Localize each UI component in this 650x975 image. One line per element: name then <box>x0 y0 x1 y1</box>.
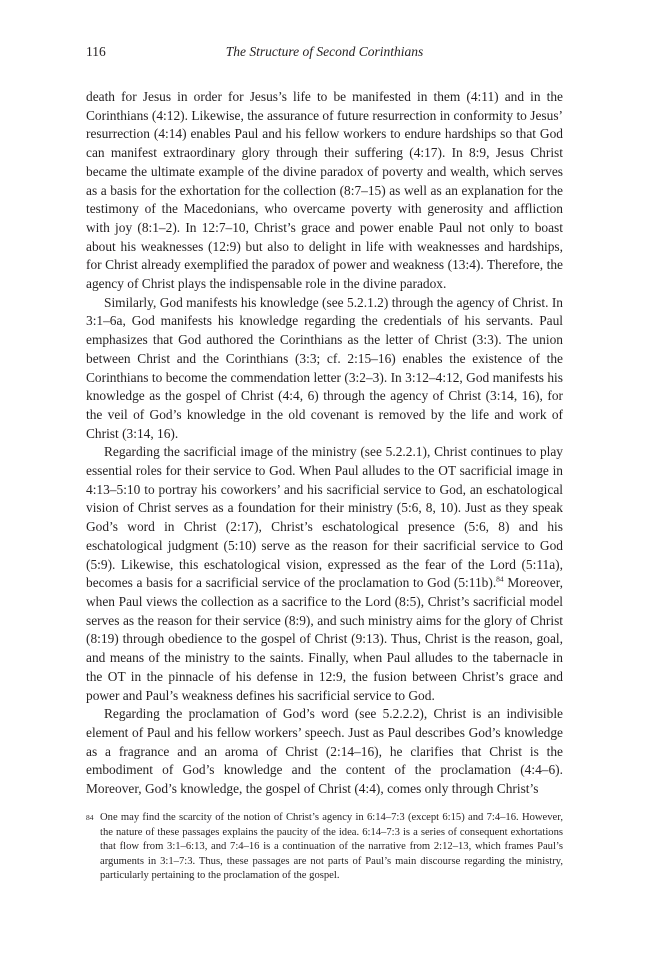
footnote-text: One may find the scarcity of the notion of Christ’s agency in 6:14–7:3 (except 6:15) and 7:4–16. However, the nature of these passages explains the paucity of the idea. 6:14–7:3 is a series of consequent exhortations that flow from 3:1–6:13, and 7:4–16 is a continuation of the narrative from 2:12–13, which frames Paul’s arguments in 3:1–7:3. Thus, these passages are not parts of Paul’s main discourse regarding the ministry, particularly pertaining to the proclamation of the gospel. <box>100 812 563 882</box>
body-text <box>86 88 563 799</box>
paragraph-with-footnote <box>86 443 563 705</box>
footnote-number: 84 <box>86 813 94 822</box>
paragraph-text-after-note: Moreover, when Paul views the collection as a sacrifice to the Lord (8:5), Christ’s sacrificial model serves as the reason for their service (8:9), and such ministry aims for the glory of Christ (8:19) through obedience to the gospel of Christ (9:13). Thus, Christ is the reason, goal, and means of the ministry to the saints. Finally, when Paul alludes to the tabernacle in the OT in the pinnacle of his defense in 12:9, the fusion between Christ’s grace and power and Paul’s weakness defines his sacrificial service to God. <box>86 575 563 703</box>
running-title: The Structure of Second Corinthians <box>225 44 424 59</box>
paragraph-continued: death for Jesus in order for Jesus’s life to be manifested in them (4:11) and in the Corinthians (4:12). Likewise, the assurance of future resurrection in conformity to Jesus’ resurrection (4:14) enables Paul and his fellow workers to endure hardships so that God can manifest extraordinary glory through their suffering (4:17). In 8:9, Jesus Christ became the ultimate example of the divine paradox of poverty and wealth, which serves as a basis for the exhortation for the collection (8:7–15) as well as an explanation for the testimony of the Macedonians, who overcame poverty with generosity and affliction with joy (8:1–2). In 12:7–10, Christ’s grace and power enable Paul not only to boast about his weaknesses (12:9) but also to delight in life with weaknesses and hardships, for Christ already exemplified the paradox of power and weakness (13:4). Therefore, the agency of Christ plays the indispensable role in the divine paradox. <box>86 89 563 292</box>
footnotes <box>86 811 563 884</box>
page-number: 116 <box>86 44 106 59</box>
footnote-reference[interactable]: 84 <box>496 574 504 584</box>
footnote <box>86 811 563 884</box>
book-page <box>86 44 563 799</box>
paragraph: Regarding the proclamation of God’s word (see 5.2.2.2), Christ is an indivisible element of Paul and his fellow workers’ speech. Just as Paul describes God’s knowledge as a fragrance and an aroma of Christ (2:14–16), he clarifies that Christ is the embodiment of God’s knowledge and the content of the proclamation (4:4–6). Moreover, God’s knowledge, the gospel of Christ (4:4), comes only through Christ’s <box>86 706 563 797</box>
paragraph-text-before-note: Regarding the sacrificial image of the ministry (see 5.2.2.1), Christ continues to play essential roles for their service to God. When Paul alludes to the OT sacrificial image in 4:13–5:10 to portray his coworkers’ and his sacrificial service to God, an eschatological vision of Christ serves as a foundation for their ministry (5:6, 8, 10). Just as they speak God’s word in Christ (2:17), Christ’s eschatological presence (5:6, 8) and his eschatological judgment (5:10) serve as the reason for their sacrificial service to God (5:9). Likewise, this eschatological vision, expressed as the fear of the Lord (5:11a), becomes a basis for a sacrificial service of the proclamation to God (5:11b). <box>86 444 563 591</box>
running-header <box>86 44 563 64</box>
paragraph: Similarly, God manifests his knowledge (see 5.2.1.2) through the agency of Christ. In 3:1–6a, God manifests his knowledge regarding the credentials of his servants. Paul emphasizes that God authored the Corinthians as the letter of Christ (3:3). The union between Christ and the Corinthians (3:3; cf. 2:15–16) enables the existence of the Corinthians to become the commendation letter (3:2–3). In 3:12–4:12, God manifests his knowledge as the gospel of Christ (4:4, 6) through the agency of Christ (3:14, 16), for the veil of God’s knowledge in the old covenant is removed by the life and work of Christ (3:14, 16). <box>86 294 563 441</box>
